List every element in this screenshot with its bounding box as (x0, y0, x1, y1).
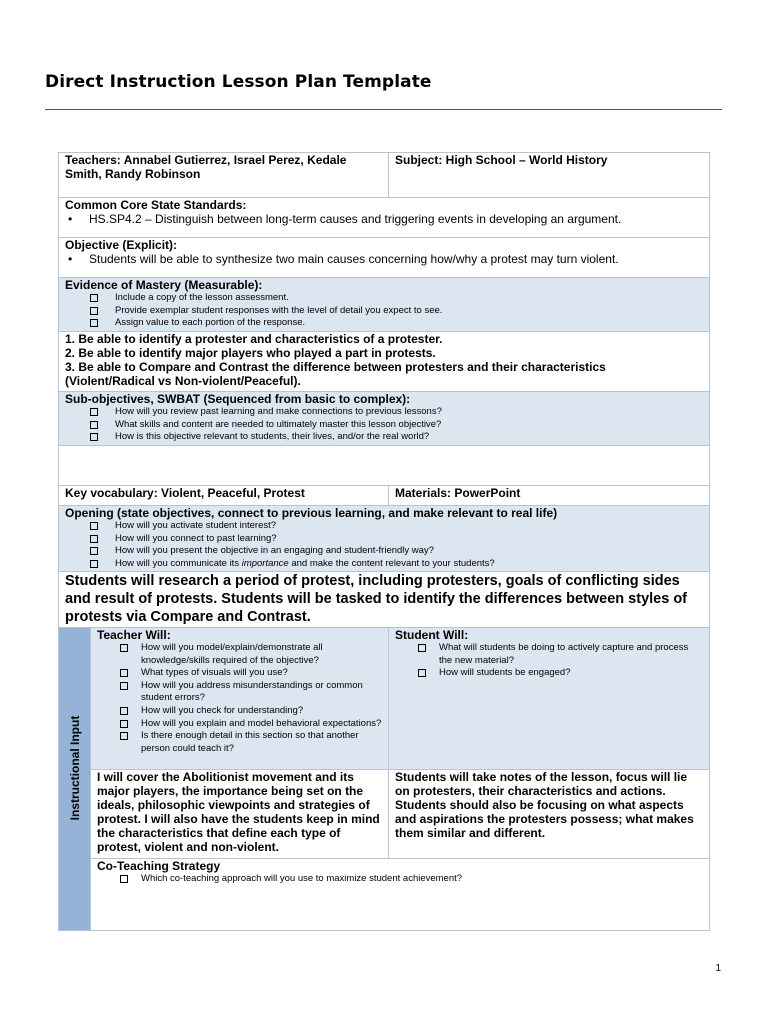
checkbox-icon (120, 669, 128, 677)
list-item: How will you connect to past learning? (65, 533, 703, 546)
checkbox-icon (120, 707, 128, 715)
list-item: How will you review past learning and make connections to previous lessons? (65, 406, 703, 419)
standards-heading: Common Core State Standards: (65, 198, 247, 212)
vocabulary-materials-row (59, 485, 709, 505)
list-item: How will you present the objective in an engaging and student-friendly way? (65, 545, 703, 558)
mastery-response-line: 3. Be able to Compare and Contrast the difference between protesters and their characteristics (65, 360, 606, 374)
list-item: What skills and content are needed to ultimately master this lesson objective? (65, 419, 703, 432)
list-item: Provide exemplar student responses with the level of detail you expect to see. (65, 305, 703, 318)
instructional-input-block (59, 627, 709, 930)
mastery-response-line: 1. Be able to identify a protester and characteristics of a protester. (65, 332, 443, 346)
teachers-subject-row (59, 153, 709, 197)
coteaching-row (91, 858, 709, 930)
objective-row (59, 237, 709, 277)
student-response: Students will take notes of the lesson, focus will lie on protesters, their characteristics and actions. Students should also be focusing on what aspects and aspirations the protesters possess; what makes them similar and different. (395, 770, 694, 840)
student-will-heading: Student Will: (395, 628, 469, 642)
student-prompt-list (389, 642, 703, 680)
checkbox-icon (120, 875, 128, 883)
opening-prompt-list (65, 520, 703, 570)
checkbox-icon (90, 307, 98, 315)
mastery-response-line: (Violent/Radical vs Non-violent/Peaceful). (65, 374, 301, 388)
list-item: How is this objective relevant to students, their lives, and/or the real world? (65, 431, 703, 444)
checkbox-icon (120, 682, 128, 690)
list-item: How will students be engaged? (389, 667, 703, 680)
list-item: How will you address misunderstandings or common student errors? (91, 680, 382, 705)
standards-item: • HS.SP4.2 – Distinguish between long-term causes and triggering events in developing an argument. (65, 212, 703, 226)
checkbox-icon (90, 522, 98, 530)
objective-heading: Objective (Explicit): (65, 238, 178, 252)
teacher-student-responses-row (91, 769, 709, 858)
subobjectives-row (59, 391, 709, 445)
vocabulary-label: Key vocabulary: Violent, Peaceful, Protest (65, 486, 305, 500)
checkbox-icon (90, 408, 98, 416)
page-title: Direct Instruction Lesson Plan Template (45, 72, 432, 92)
subobjectives-heading: Sub-objectives, SWBAT (Sequenced from basic to complex): (65, 392, 411, 406)
list-item: How will you check for understanding? (91, 705, 382, 718)
checkbox-icon (90, 560, 98, 568)
coteaching-prompt-list (91, 873, 703, 886)
checkbox-icon (90, 421, 98, 429)
page-number: 1 (715, 963, 721, 974)
checkbox-icon (120, 732, 128, 740)
teacher-response: I will cover the Abolitionist movement and its major players, the importance being set on the ideals, philosophic viewpoints and strategies of protest. I will also have the students keep in mind the characteristics that define each type of protest, violent and non-violent. (97, 770, 380, 854)
list-item: What types of visuals will you use? (91, 667, 382, 680)
checkbox-icon (418, 669, 426, 677)
checkbox-icon (120, 644, 128, 652)
list-item: Is there enough detail in this section so that another person could teach it? (91, 730, 382, 755)
opening-row (59, 505, 709, 571)
checkbox-icon (90, 319, 98, 327)
lesson-plan-table (58, 152, 710, 931)
checkbox-icon (120, 720, 128, 728)
standards-row (59, 197, 709, 237)
mastery-row (59, 277, 709, 331)
checkbox-icon (90, 535, 98, 543)
opening-heading: Opening (state objectives, connect to previous learning, and make relevant to real life) (65, 506, 558, 520)
list-item: How will you activate student interest? (65, 520, 703, 533)
title-divider (45, 109, 722, 110)
list-item: How will you communicate its importance and make the content relevant to your students? (65, 558, 703, 571)
opening-response-row (59, 571, 709, 627)
teacher-will-heading: Teacher Will: (97, 628, 171, 642)
list-item: Include a copy of the lesson assessment. (65, 292, 703, 305)
list-item: How will you explain and model behavioral expectations? (91, 718, 382, 731)
mastery-response-line: 2. Be able to identify major players who played a part in protests. (65, 346, 436, 360)
list-item: Which co-teaching approach will you use to maximize student achievement? (91, 873, 703, 886)
list-item: Assign value to each portion of the response. (65, 317, 703, 330)
empty-row (59, 445, 709, 485)
materials-label: Materials: PowerPoint (395, 486, 521, 500)
subobjectives-prompt-list (65, 406, 703, 444)
teacher-student-prompts-row (91, 628, 709, 769)
opening-response: Students will research a period of protest, including protesters, goals of conflicting sides and result of protests. Students will be tasked to identify the differences between styles of protests via Compare and Contrast. (65, 573, 688, 625)
checkbox-icon (90, 547, 98, 555)
objective-item: • Students will be able to synthesize two main causes concerning how/why a protest may turn violent. (65, 252, 703, 266)
subject-label: Subject: High School – World History (395, 153, 608, 167)
coteaching-heading: Co-Teaching Strategy (97, 859, 221, 873)
instructional-input-label: Instructional Input (59, 628, 91, 930)
list-item: How will you model/explain/demonstrate all knowledge/skills required of the objective? (91, 642, 382, 667)
mastery-heading: Evidence of Mastery (Measurable): (65, 278, 263, 292)
teacher-prompt-list (91, 642, 382, 755)
mastery-prompt-list (65, 292, 703, 330)
list-item: What will students be doing to actively capture and process the new material? (389, 642, 703, 667)
teachers-label: Teachers: Annabel Gutierrez, Israel Perez, Kedale Smith, Randy Robinson (65, 153, 347, 181)
checkbox-icon (90, 294, 98, 302)
mastery-response-row (59, 331, 709, 391)
checkbox-icon (418, 644, 426, 652)
checkbox-icon (90, 433, 98, 441)
